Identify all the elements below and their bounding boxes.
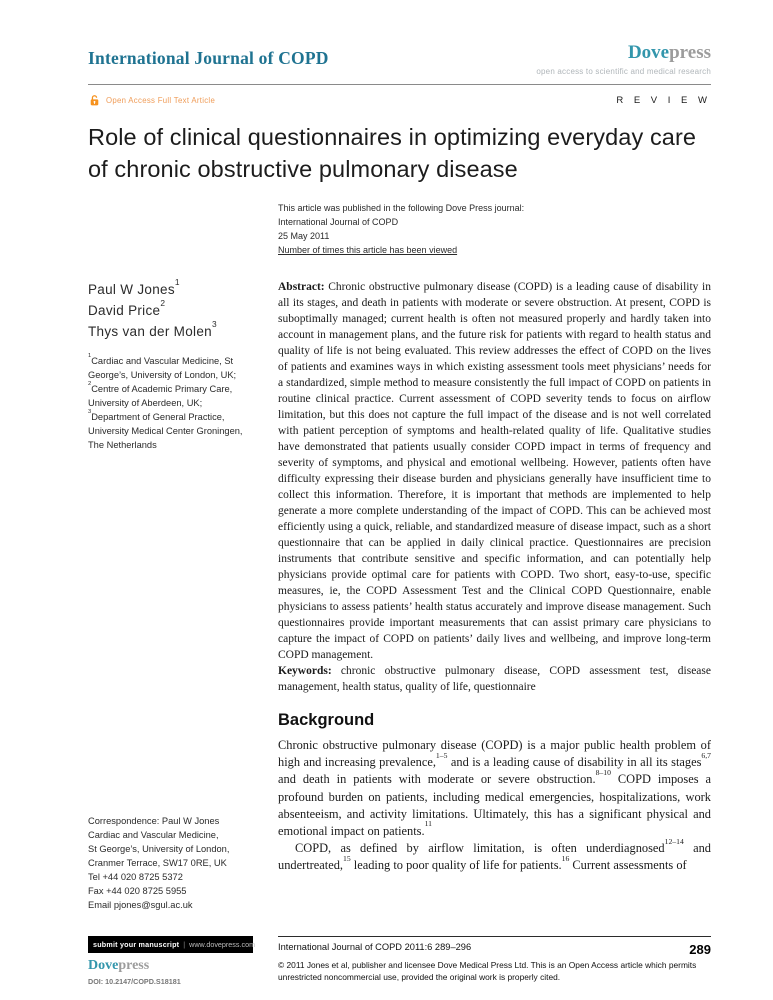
correspondence-block bbox=[88, 814, 258, 912]
journal-citation: International Journal of COPD 2011:6 289–296 bbox=[278, 942, 472, 952]
brand-block bbox=[536, 42, 711, 76]
keywords bbox=[278, 663, 711, 695]
meta-row bbox=[88, 94, 711, 107]
publication-info bbox=[278, 201, 711, 257]
correspondence-phone: Tel +44 020 8725 5372 bbox=[88, 872, 183, 882]
doi-label: DOI: 10.2147/COPD.S18181 bbox=[88, 977, 181, 986]
abstract-label: Abstract: bbox=[278, 281, 325, 293]
citation-row bbox=[278, 942, 711, 957]
author-name: Thys van der Molen$^3$ bbox=[88, 318, 217, 339]
dovepress-logo-dove: Dove bbox=[627, 42, 670, 63]
journal-name: International Journal of COPD bbox=[88, 48, 329, 68]
left-column bbox=[88, 276, 253, 875]
right-column bbox=[278, 279, 711, 875]
views-count-link[interactable]: Number of times this article has been viewed bbox=[278, 245, 458, 255]
copyright-notice: © 2011 Jones et al, publisher and licensee Dove Medical Press Ltd. This is an Open Access article which permits unrestricted noncommercial use, provided the original work is properly cited. bbox=[278, 960, 697, 982]
correspondence-fax: Fax +44 020 8725 5955 bbox=[88, 886, 187, 896]
affiliations: $^1$Cardiac and Vascular Medicine, St George’s, University of London, UK; $^2$Centre of Academic Primary Care, University of Aberdeen, UK; $^3$Department of General Practice, University Medical Center Groningen, The Netherlands bbox=[88, 353, 243, 450]
submit-manuscript-bar bbox=[88, 936, 256, 953]
background-paragraph-2: COPD, as defined by airflow limitation, is often underdiagnosed$^{12-14}$ and undertreated,$^{15}$ leading to poor quality of life for patients.$^{16}$ Current assessments of bbox=[278, 836, 711, 873]
footer-dovepress-logo[interactable] bbox=[88, 958, 253, 974]
correspondence-line: St George’s, University of London, bbox=[88, 844, 230, 854]
background-paragraph-1: Chronic obstructive pulmonary disease (COPD) is a major public health problem of high and increasing prevalence,$^{1-5}$ and is a leading cause of disability in all its stages$^{6,7}$ and death in patients with moderate or severe obstruction.$^{8-10}$ COPD imposes a profound burden on patients, including medical emergencies, hospitalizations, work absenteeism, and activity limitations. Ultimately, this has a significant physical and emotional impact on patients.$^{11}$ bbox=[278, 738, 711, 839]
submit-bar-separator: | bbox=[183, 940, 186, 949]
header-divider bbox=[88, 84, 711, 85]
article-title: Role of clinical questionnaires in optimizing everyday care of chronic obstructive pulmonary disease bbox=[88, 124, 697, 182]
pub-info-journal: International Journal of COPD bbox=[278, 217, 399, 227]
page-footer bbox=[88, 936, 711, 986]
page-number: 289 bbox=[689, 942, 711, 957]
abstract bbox=[278, 279, 711, 663]
correspondence-line: Cranmer Terrace, SW17 0RE, UK bbox=[88, 858, 227, 868]
pub-info-date: 25 May 2011 bbox=[278, 231, 330, 241]
submit-manuscript-label: submit your manuscript bbox=[93, 940, 180, 949]
open-access-badge bbox=[88, 94, 215, 107]
footer-logo-dove: Dove bbox=[88, 958, 119, 973]
main-columns bbox=[88, 276, 711, 875]
correspondence-line: Cardiac and Vascular Medicine, bbox=[88, 830, 219, 840]
open-access-icon bbox=[88, 94, 101, 107]
article-type-label: R E V I E W bbox=[616, 95, 711, 106]
journal-tagline: open access to scientific and medical research bbox=[536, 67, 711, 76]
dovepress-url-link[interactable]: www.dovepress.com bbox=[189, 940, 256, 949]
correspondence-line: Correspondence: Paul W Jones bbox=[88, 816, 220, 826]
background-heading: Background bbox=[278, 711, 375, 729]
pub-info-statement: This article was published in the following Dove Press journal: bbox=[278, 203, 525, 213]
footer-logo-press: press bbox=[118, 958, 150, 973]
correspondence-email-link[interactable]: Email pjones@sgul.ac.uk bbox=[88, 900, 193, 910]
masthead bbox=[88, 42, 711, 76]
abstract-text: Chronic obstructive pulmonary disease (COPD) is a leading cause of disability in all its stages, and death in patients with moderate or severe obstruction. At present, COPD is suboptimally managed; current health is often not measured properly and hardly taken into account in management plans, and the future risk for patients with regard to health status and quality of life is not being evaluated. This review addresses the effect of COPD on the lives of patients and examines ways in which existing assessment tools meet physicians’ needs for a standardized, simple method to measure consistently the full impact of COPD on patients in routine clinical practice. Current assessment of COPD severity tends to focus on airflow limitation, but this does not capture the full impact of the disease and is not well correlated with patient perception of symptoms and health-related quality of life. Qualitative studies have demonstrated that patients usually consider COPD impact in terms of frequency and severity of symptoms, and physical and emotional wellbeing. However, patients often have difficulty expressing their disease burden and physicians generally have insufficient time to collect this information. Therefore, it is important that methods are implemented to help generate a more complete understanding of the impact of COPD. This can be achieved most efficiently using a quick, reliable, and standardized measure of disease impact, such as a short questionnaire that can be applied in daily clinical practice. Questionnaires are precision instruments that contribute sensitive and specific information, and can potentially help physicians provide optimal care for patients with COPD. Two short, easy-to-use, specific measures, ie, the COPD Assessment Test and the Clinical COPD Questionnaire, enable physicians to assess patients’ health status accurately and improve disease management. Such questionnaires provide important measurements that can assist primary care physicians to capture the impact of COPD on patients’ daily lives and wellbeing, and improve long-term COPD management. bbox=[278, 281, 711, 661]
dovepress-logo-press: press bbox=[669, 42, 711, 63]
footer-right bbox=[278, 936, 711, 983]
open-access-label: Open Access Full Text Article bbox=[106, 96, 216, 105]
keywords-label: Keywords: bbox=[278, 665, 332, 677]
author-name: David Price$^2$ bbox=[88, 297, 166, 318]
author-list bbox=[88, 276, 253, 342]
author-name: Paul W Jones$^1$ bbox=[88, 276, 180, 297]
keywords-text: chronic obstructive pulmonary disease, COPD assessment test, disease management, health status, quality of life, questionnaire bbox=[278, 665, 711, 693]
dovepress-logo[interactable] bbox=[536, 42, 711, 64]
footer-left bbox=[88, 936, 256, 986]
